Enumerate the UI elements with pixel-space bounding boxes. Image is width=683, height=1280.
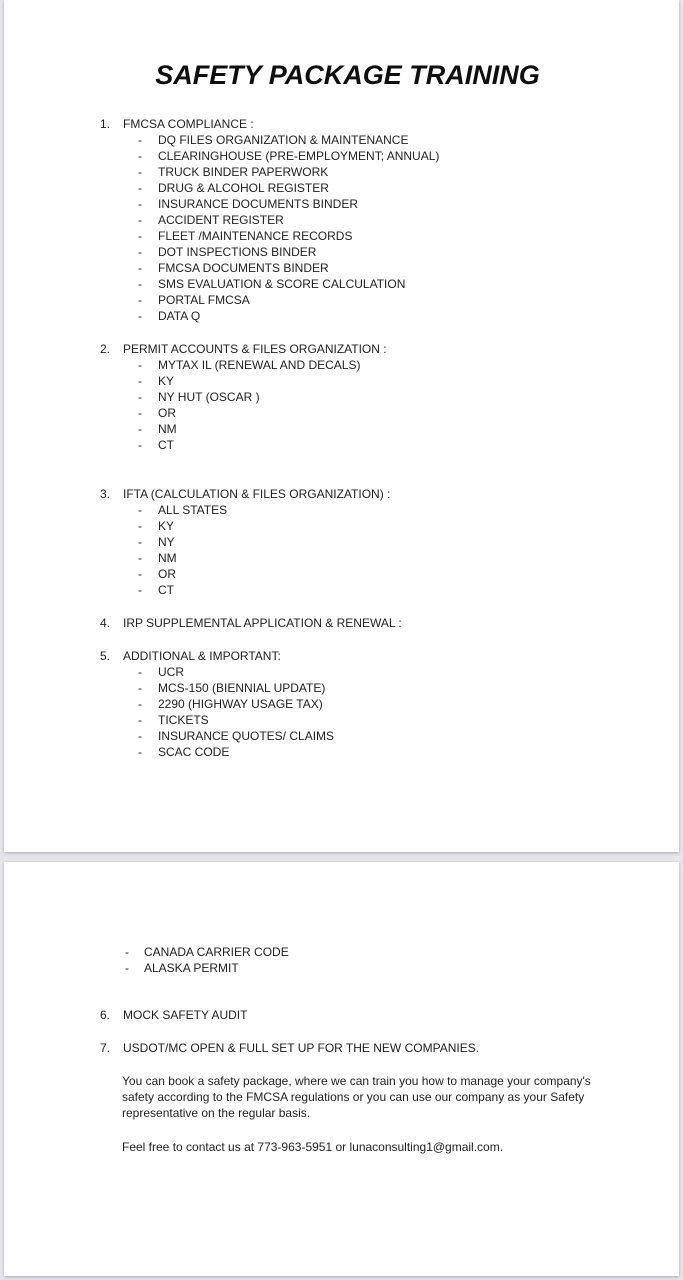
section-heading-row bbox=[4, 615, 679, 631]
list-item bbox=[4, 728, 679, 744]
section-items bbox=[4, 502, 679, 598]
section-heading: IRP SUPPLEMENTAL APPLICATION & RENEWAL : bbox=[123, 616, 402, 630]
list-item bbox=[4, 389, 679, 405]
list-item-text: PORTAL FMCSA bbox=[158, 293, 250, 307]
dash-bullet: - bbox=[138, 197, 142, 211]
list-item bbox=[4, 244, 679, 260]
section-block bbox=[4, 615, 679, 631]
list-item bbox=[4, 550, 679, 566]
section-heading-row bbox=[4, 486, 679, 502]
paragraph-line: safety according to the FMCSA regulations or you can use our company as your Safety bbox=[122, 1090, 585, 1104]
list-item-text: ALASKA PERMIT bbox=[144, 961, 239, 975]
list-item bbox=[4, 696, 679, 712]
dash-bullet: - bbox=[138, 535, 142, 549]
list-item bbox=[4, 534, 679, 550]
list-item-text: SCAC CODE bbox=[158, 745, 230, 759]
list-item-text: NM bbox=[158, 551, 177, 565]
section-heading: USDOT/MC OPEN & FULL SET UP FOR THE NEW COMPANIES. bbox=[123, 1041, 480, 1055]
section-block bbox=[4, 341, 679, 453]
page-1 bbox=[4, 0, 679, 852]
list-item-text: CLEARINGHOUSE (PRE-EMPLOYMENT; ANNUAL) bbox=[158, 149, 440, 163]
list-item-text: 2290 (HIGHWAY USAGE TAX) bbox=[158, 697, 323, 711]
list-item bbox=[4, 260, 679, 276]
list-item bbox=[4, 276, 679, 292]
list-item bbox=[4, 944, 679, 960]
list-item-text: NY HUT (OSCAR ) bbox=[158, 390, 260, 404]
dash-bullet: - bbox=[138, 406, 142, 420]
section-number: 7. bbox=[100, 1041, 111, 1055]
section-heading: MOCK SAFETY AUDIT bbox=[123, 1008, 248, 1022]
section-heading: FMCSA COMPLIANCE : bbox=[123, 117, 254, 131]
section-block bbox=[4, 1007, 679, 1023]
dash-bullet: - bbox=[138, 181, 142, 195]
list-item bbox=[4, 405, 679, 421]
list-item bbox=[4, 196, 679, 212]
list-item-text: INSURANCE DOCUMENTS BINDER bbox=[158, 197, 359, 211]
dash-bullet: - bbox=[138, 229, 142, 243]
section-heading-row bbox=[4, 116, 679, 132]
dash-bullet: - bbox=[138, 713, 142, 727]
list-item bbox=[4, 164, 679, 180]
section-block bbox=[4, 648, 679, 760]
dash-bullet: - bbox=[138, 551, 142, 565]
list-item bbox=[4, 292, 679, 308]
section-block bbox=[4, 1040, 679, 1056]
section-number: 5. bbox=[100, 649, 111, 663]
dash-bullet: - bbox=[138, 390, 142, 404]
list-item-text: DOT INSPECTIONS BINDER bbox=[158, 245, 317, 259]
list-item-text: NY bbox=[158, 535, 175, 549]
dash-bullet: - bbox=[138, 729, 142, 743]
section-heading-row bbox=[4, 1007, 679, 1023]
list-item bbox=[4, 960, 679, 976]
paragraph-line: You can book a safety package, where we can train you how to manage your company's bbox=[122, 1074, 591, 1088]
list-item-text: CT bbox=[158, 438, 174, 452]
section-number: 1. bbox=[100, 117, 111, 131]
list-item bbox=[4, 212, 679, 228]
section-number: 6. bbox=[100, 1008, 111, 1022]
list-item bbox=[4, 566, 679, 582]
list-item-text: INSURANCE QUOTES/ CLAIMS bbox=[158, 729, 335, 743]
section-number: 3. bbox=[100, 487, 111, 501]
dash-bullet: - bbox=[138, 697, 142, 711]
section-heading: PERMIT ACCOUNTS & FILES ORGANIZATION : bbox=[123, 342, 387, 356]
section-heading-row bbox=[4, 1040, 679, 1056]
contact-line: Feel free to contact us at 773-963-5951 or lunaconsulting1@gmail.com. bbox=[122, 1140, 504, 1154]
section-items bbox=[4, 132, 679, 324]
paragraph-line: representative on the regular basis. bbox=[122, 1106, 311, 1120]
dash-bullet: - bbox=[138, 309, 142, 323]
list-item bbox=[4, 228, 679, 244]
list-item-text: FMCSA DOCUMENTS BINDER bbox=[158, 261, 329, 275]
list-item-text: CT bbox=[158, 583, 174, 597]
list-item-text: TICKETS bbox=[158, 713, 209, 727]
list-item bbox=[4, 357, 679, 373]
dash-bullet: - bbox=[138, 681, 142, 695]
list-item-text: DQ FILES ORGANIZATION & MAINTENANCE bbox=[158, 133, 409, 147]
section-heading-row bbox=[4, 648, 679, 664]
dash-bullet: - bbox=[138, 213, 142, 227]
section-items bbox=[4, 664, 679, 760]
list-item bbox=[4, 308, 679, 324]
list-item-text: NM bbox=[158, 422, 177, 436]
list-item bbox=[4, 664, 679, 680]
section-heading: IFTA (CALCULATION & FILES ORGANIZATION) : bbox=[123, 487, 391, 501]
list-item bbox=[4, 502, 679, 518]
section-items bbox=[4, 357, 679, 453]
list-item bbox=[4, 437, 679, 453]
dash-bullet: - bbox=[138, 745, 142, 759]
dash-bullet: - bbox=[138, 422, 142, 436]
list-item bbox=[4, 421, 679, 437]
list-item-text: KY bbox=[158, 519, 175, 533]
dash-bullet: - bbox=[138, 583, 142, 597]
page1-sections bbox=[4, 116, 679, 760]
dash-bullet: - bbox=[138, 438, 142, 452]
dash-bullet: - bbox=[138, 245, 142, 259]
section-number: 2. bbox=[100, 342, 111, 356]
dash-bullet: - bbox=[125, 961, 129, 975]
dash-bullet: - bbox=[138, 358, 142, 372]
list-item-text: FLEET /MAINTENANCE RECORDS bbox=[158, 229, 353, 243]
page-gap bbox=[0, 852, 683, 862]
list-item-text: OR bbox=[158, 406, 176, 420]
list-item-text: DATA Q bbox=[158, 309, 201, 323]
section-number: 4. bbox=[100, 616, 111, 630]
list-item-text: ALL STATES bbox=[158, 503, 228, 517]
list-item bbox=[4, 518, 679, 534]
list-item-text: MCS-150 (BIENNIAL UPDATE) bbox=[158, 681, 326, 695]
list-item bbox=[4, 712, 679, 728]
dash-bullet: - bbox=[138, 503, 142, 517]
list-item-text: DRUG & ALCOHOL REGISTER bbox=[158, 181, 329, 195]
list-item-text: KY bbox=[158, 374, 175, 388]
dash-bullet: - bbox=[138, 149, 142, 163]
list-item-text: ACCIDENT REGISTER bbox=[158, 213, 284, 227]
list-item-text: CANADA CARRIER CODE bbox=[144, 945, 289, 959]
list-item bbox=[4, 744, 679, 760]
dash-bullet: - bbox=[138, 165, 142, 179]
dash-bullet: - bbox=[138, 277, 142, 291]
dash-bullet: - bbox=[138, 567, 142, 581]
list-item bbox=[4, 582, 679, 598]
dash-bullet: - bbox=[138, 374, 142, 388]
continuation-list bbox=[4, 944, 679, 976]
list-item bbox=[4, 680, 679, 696]
list-item bbox=[4, 373, 679, 389]
page2-sections bbox=[4, 1007, 679, 1056]
list-item-text: SMS EVALUATION & SCORE CALCULATION bbox=[158, 277, 406, 291]
section-block bbox=[4, 486, 679, 598]
dash-bullet: - bbox=[138, 133, 142, 147]
list-item bbox=[4, 148, 679, 164]
section-heading-row bbox=[4, 341, 679, 357]
list-item-text: TRUCK BINDER PAPERWORK bbox=[158, 165, 329, 179]
dash-bullet: - bbox=[138, 665, 142, 679]
list-item-text: OR bbox=[158, 567, 176, 581]
section-heading: ADDITIONAL & IMPORTANT: bbox=[123, 649, 281, 663]
dash-bullet: - bbox=[125, 945, 129, 959]
section-block bbox=[4, 116, 679, 324]
page-2 bbox=[4, 862, 679, 1276]
dash-bullet: - bbox=[138, 293, 142, 307]
list-item-text: UCR bbox=[158, 665, 184, 679]
list-item bbox=[4, 180, 679, 196]
page-title: SAFETY PACKAGE TRAINING bbox=[155, 60, 540, 90]
dash-bullet: - bbox=[138, 261, 142, 275]
list-item bbox=[4, 132, 679, 148]
dash-bullet: - bbox=[138, 519, 142, 533]
booking-paragraph bbox=[4, 1073, 679, 1121]
list-item-text: MYTAX IL (RENEWAL AND DECALS) bbox=[158, 358, 361, 372]
